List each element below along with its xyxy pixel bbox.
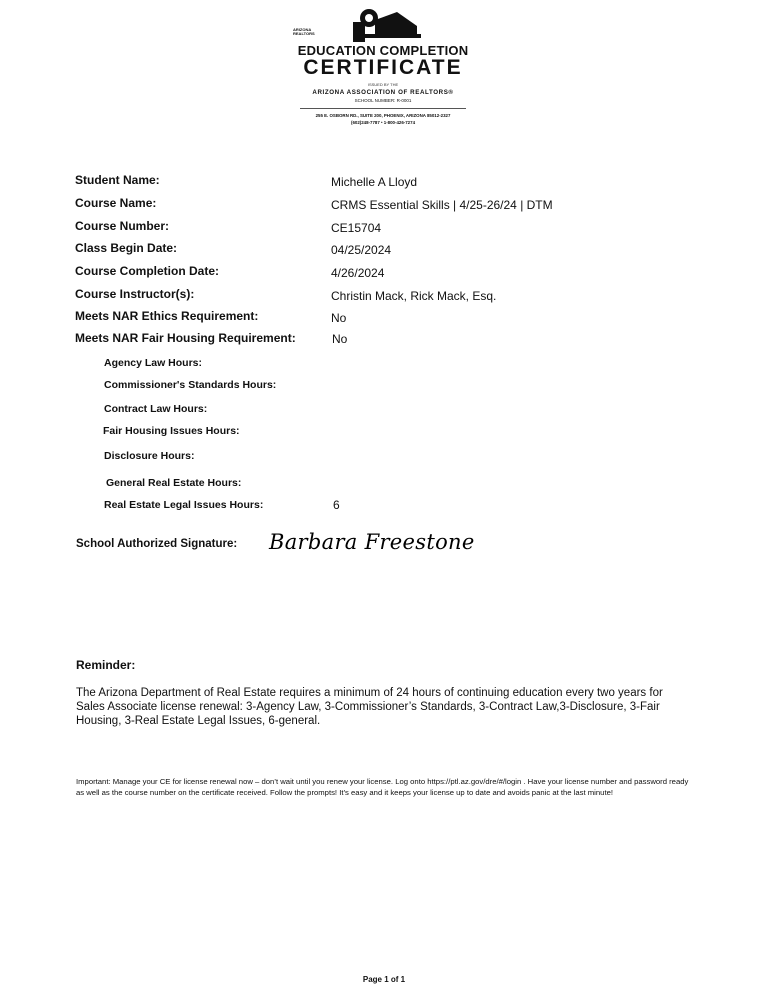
reminder-heading: Reminder: bbox=[76, 658, 136, 672]
signature-label: School Authorized Signature: bbox=[76, 538, 238, 550]
nar-ethics-label: Meets NAR Ethics Requirement: bbox=[75, 309, 259, 323]
course-number-label: Course Number: bbox=[75, 219, 170, 233]
phone-line: (602)248-7787 • 1-800-426-7274 bbox=[350, 120, 416, 125]
legal-issues-hours-value: 6 bbox=[333, 498, 340, 512]
reminder-body: The Arizona Department of Real Estate requires a minimum of 24 hours of continuing education every two years for Sales Associate license renewal: 3-Agency Law, 3-Commissioner’s Standards, 3-Contract Law,3-Disclosure, 3-Fair Housing, 3-Real Estate Legal Issues, 6-general. bbox=[76, 687, 663, 727]
course-name-value: CRMS Essential Skills | 4/25-26/24 | DTM bbox=[331, 198, 553, 212]
student-name-value: Michelle A Lloyd bbox=[331, 175, 418, 189]
student-name-label: Student Name: bbox=[75, 173, 160, 187]
authorized-signature: Barbara Freestone bbox=[269, 530, 475, 554]
association-name: ARIZONA ASSOCIATION OF REALTORS® bbox=[312, 89, 454, 96]
course-number-value: CE15704 bbox=[331, 221, 382, 235]
class-begin-date-label: Class Begin Date: bbox=[75, 241, 178, 255]
general-real-estate-hours-label: General Real Estate Hours: bbox=[106, 477, 242, 489]
completion-date-label: Course Completion Date: bbox=[75, 264, 220, 278]
commissioners-standards-hours-label: Commissioner's Standards Hours: bbox=[104, 379, 277, 391]
nar-fair-housing-label: Meets NAR Fair Housing Requirement: bbox=[75, 331, 296, 345]
certificate-title-line1: EDUCATION COMPLETION bbox=[297, 43, 469, 58]
association-address bbox=[293, 112, 473, 126]
nar-fair-housing-value: No bbox=[332, 332, 348, 346]
school-number: SCHOOL NUMBER: R-0001 bbox=[354, 98, 412, 103]
course-name-label: Course Name: bbox=[75, 196, 157, 210]
realtors-house-logo bbox=[345, 8, 425, 44]
certificate-title-line2: CERTIFICATE bbox=[303, 56, 463, 79]
page-number: Page 1 of 1 bbox=[362, 975, 406, 984]
class-begin-date-value: 04/25/2024 bbox=[331, 243, 392, 257]
course-instructors-value: Christin Mack, Rick Mack, Esq. bbox=[331, 289, 497, 303]
agency-law-hours-label: Agency Law Hours: bbox=[104, 357, 203, 369]
completion-date-value: 4/26/2024 bbox=[331, 266, 385, 280]
course-instructors-label: Course Instructor(s): bbox=[75, 287, 195, 301]
nar-ethics-value: No bbox=[331, 311, 347, 325]
important-notice: Important: Manage your CE for license renewal now – don’t wait until you renew your license. Log onto https://ptl.az.gov/dre/#/login . Have your license number and password ready as well as the course number on the certificate received. Follow the prompts! It’s easy and it keeps your license up to date and avoids panic at the last minute! bbox=[76, 777, 689, 797]
fair-housing-hours-label: Fair Housing Issues Hours: bbox=[103, 425, 240, 437]
issued-by-text: ISSUED BY THE bbox=[367, 82, 399, 87]
header-divider bbox=[300, 108, 466, 109]
disclosure-hours-label: Disclosure Hours: bbox=[104, 450, 195, 462]
address-line: 255 E. OSBORN RD., SUITE 200, PHOENIX, ARIZONA 85012-2327 bbox=[315, 113, 451, 118]
arizona-realtors-brand: ARIZONA REALTORS bbox=[293, 27, 315, 36]
legal-issues-hours-label: Real Estate Legal Issues Hours: bbox=[104, 499, 264, 511]
contract-law-hours-label: Contract Law Hours: bbox=[104, 403, 208, 415]
